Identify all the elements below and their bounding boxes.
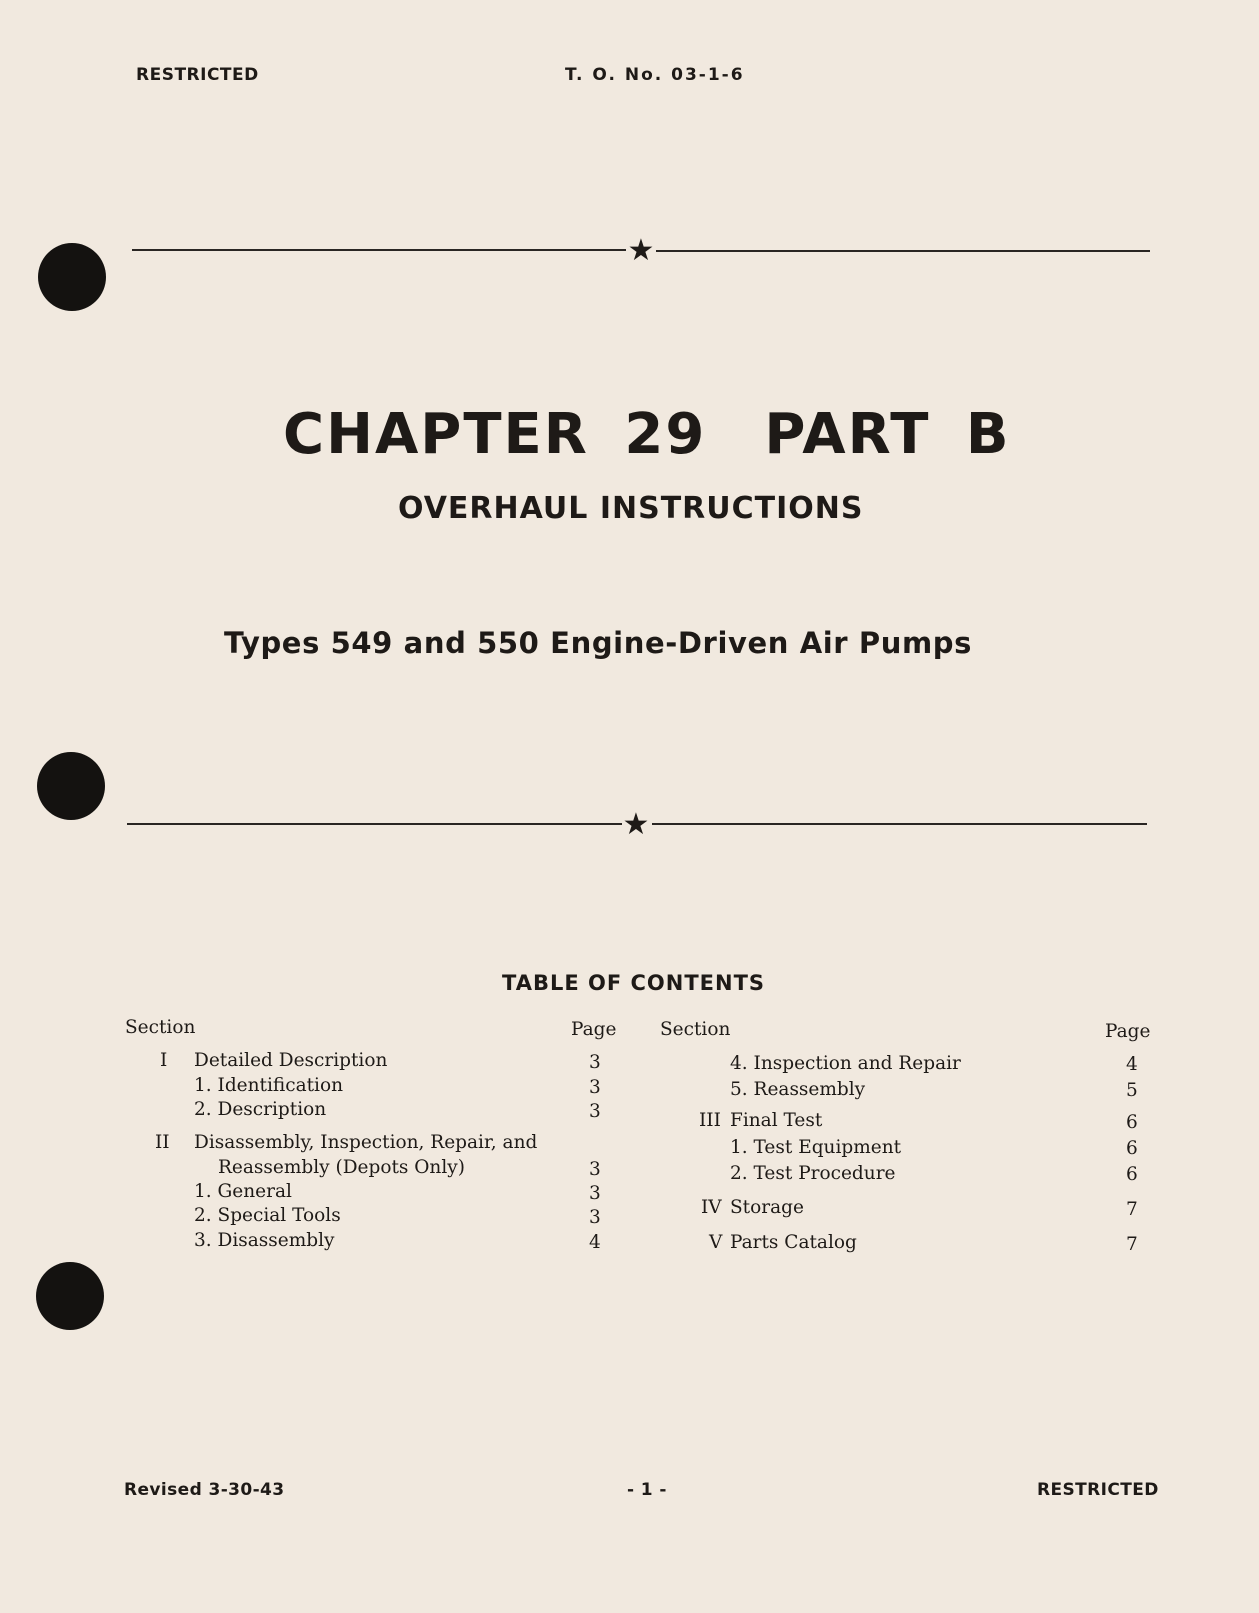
middle-divider-left (127, 823, 622, 825)
toc-entry-page: 7 (1126, 1234, 1138, 1255)
toc-entry-page: 4 (1126, 1054, 1138, 1075)
header-to-number: T. O. No. 03-1-6 (565, 65, 745, 85)
toc-entry-label: 1. Test Equipment (730, 1137, 902, 1158)
footer-revised-date: Revised 3-30-43 (124, 1480, 285, 1500)
toc-entry-label: Disassembly, Inspection, Repair, and (194, 1132, 538, 1153)
footer-page-number: - 1 - (627, 1480, 667, 1500)
toc-entry-num: II (155, 1132, 170, 1153)
toc-entry-page: 3 (589, 1159, 601, 1180)
toc-entry-page: 3 (589, 1207, 601, 1228)
toc-entry-label: Final Test (730, 1110, 823, 1131)
header-restricted: RESTRICTED (136, 65, 259, 85)
toc-entry-page: 3 (589, 1101, 601, 1122)
toc-entry-label: 5. Reassembly (730, 1079, 866, 1100)
chapter-title (283, 402, 1011, 467)
types-heading: Types 549 and 550 Engine-Driven Air Pumps (224, 626, 973, 660)
toc-entry-label: Reassembly (Depots Only) (218, 1157, 465, 1178)
middle-divider-right (652, 823, 1147, 825)
punch-hole-middle (37, 752, 105, 820)
toc-entry-page: 7 (1126, 1199, 1138, 1220)
toc-entry-num: V (709, 1232, 723, 1253)
footer-restricted: RESTRICTED (1037, 1480, 1159, 1500)
toc-right-page-header: Page (1105, 1021, 1151, 1042)
toc-entry-label: 2. Special Tools (194, 1205, 341, 1226)
toc-entry-label: Parts Catalog (730, 1232, 857, 1253)
top-divider-left (132, 249, 626, 251)
subtitle: OVERHAUL INSTRUCTIONS (398, 491, 864, 526)
chapter-number: CHAPTER 29 (283, 402, 707, 467)
toc-entry-num: I (160, 1050, 168, 1071)
toc-entry-label: 2. Test Procedure (730, 1163, 896, 1184)
toc-entry-label: 3. Disassembly (194, 1230, 335, 1251)
toc-entry-page: 3 (589, 1077, 601, 1098)
toc-entry-label: 2. Description (194, 1099, 327, 1120)
toc-entry-page: 6 (1126, 1112, 1138, 1133)
star-icon-middle: ★ (622, 807, 650, 842)
toc-entry-page: 3 (589, 1183, 601, 1204)
toc-left-page-header: Page (571, 1019, 617, 1040)
part-label: PART B (764, 402, 1011, 467)
toc-entry-page: 6 (1126, 1164, 1138, 1185)
toc-entry-page: 6 (1126, 1138, 1138, 1159)
toc-entry-num: IV (701, 1197, 722, 1218)
toc-entry-page: 5 (1126, 1080, 1138, 1101)
toc-entry-label: 1. Identification (194, 1075, 344, 1096)
toc-entry-page: 3 (589, 1052, 601, 1073)
star-icon-top: ★ (627, 233, 655, 268)
toc-entry-page: 4 (589, 1232, 601, 1253)
top-divider-right (656, 250, 1150, 252)
toc-left-section-header: Section (125, 1017, 196, 1038)
toc-entry-label: Detailed Description (194, 1050, 388, 1071)
toc-entry-label: 1. General (194, 1181, 292, 1202)
punch-hole-bottom (36, 1262, 104, 1330)
toc-right-section-header: Section (660, 1019, 731, 1040)
punch-hole-top (38, 243, 106, 311)
toc-entry-label: 4. Inspection and Repair (730, 1053, 961, 1074)
toc-entry-label: Storage (730, 1197, 804, 1218)
toc-heading: TABLE OF CONTENTS (502, 971, 766, 995)
toc-entry-num: III (699, 1110, 721, 1131)
